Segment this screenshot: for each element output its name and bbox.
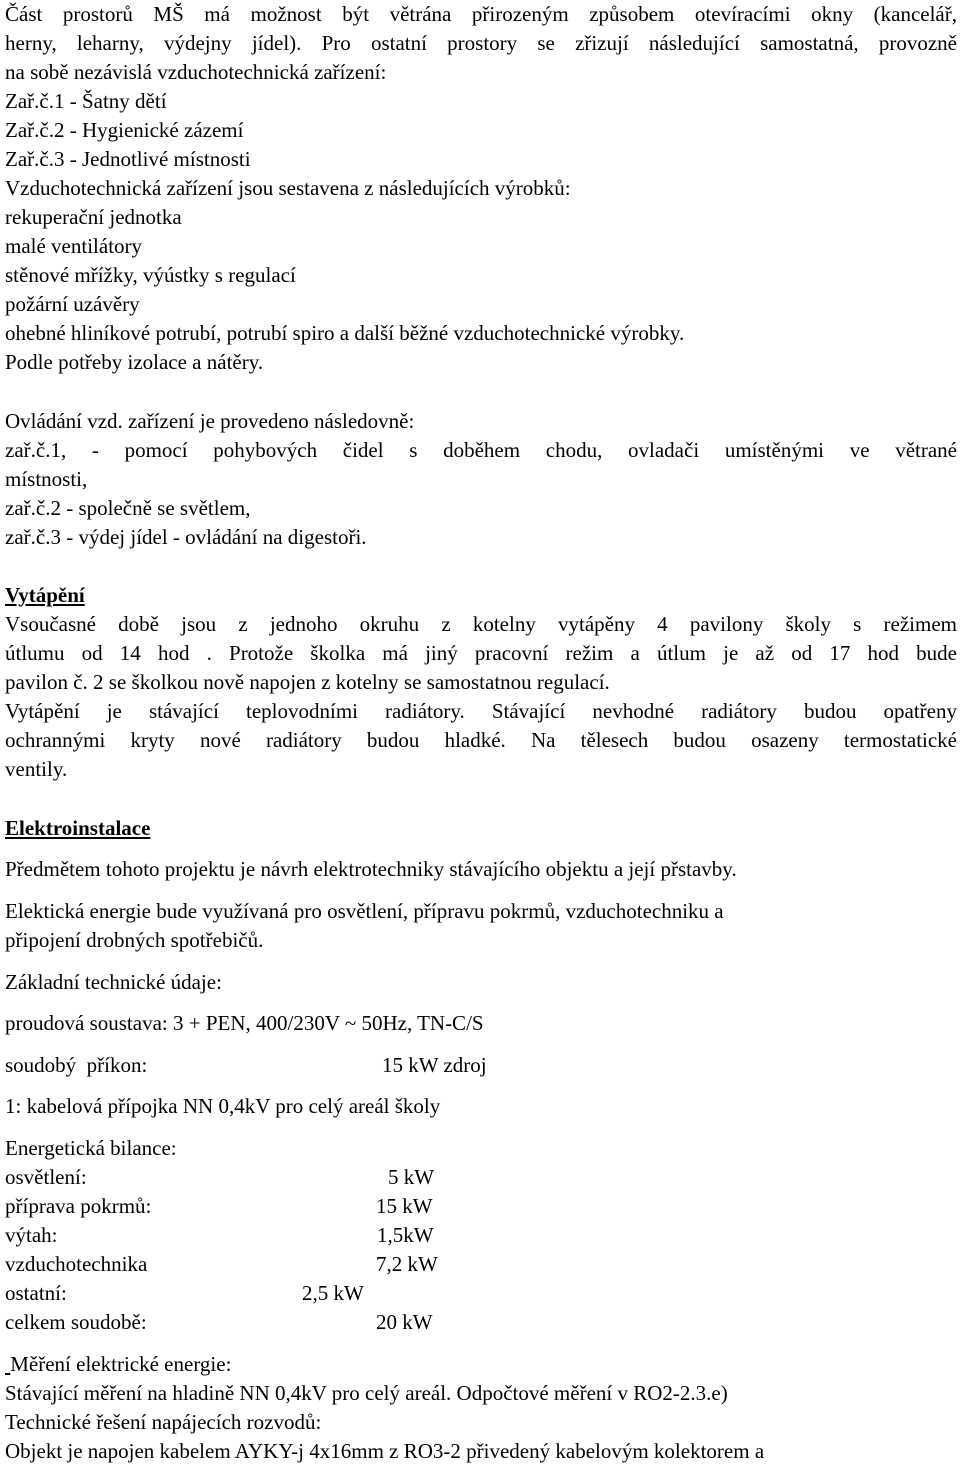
balance-value: 2,5 kW xyxy=(302,1281,364,1305)
balance-row-lift xyxy=(5,1222,957,1248)
tech-data-title: Základní technické údaje: xyxy=(5,970,222,994)
power-value: 15 kW zdroj xyxy=(382,1053,487,1077)
balance-title: Energetická bilance: xyxy=(5,1136,177,1160)
product-item-4: požární uzávěry xyxy=(5,292,140,316)
heating-line-4: Vytápění je stávající teplovodními radiátory. Stávající nevhodné radiátory budou opatřeny xyxy=(5,699,957,723)
balance-row-other xyxy=(5,1280,957,1306)
balance-value: 5 kW xyxy=(388,1165,435,1189)
balance-row-total xyxy=(5,1309,957,1335)
cable-connection: 1: kabelová přípojka NN 0,4kV pro celý areál školy xyxy=(5,1094,441,1118)
control-line-4: zař.č.3 - výdej jídel - ovládání na digestoři. xyxy=(5,525,367,549)
balance-label: ostatní: xyxy=(5,1281,67,1305)
metering-title xyxy=(5,1351,231,1377)
balance-label: osvětlení: xyxy=(5,1165,87,1189)
balance-label: celkem soudobě: xyxy=(5,1310,147,1334)
device-2: Zař.č.2 - Hygienické zázemí xyxy=(5,118,244,142)
device-3: Zař.č.3 - Jednotlivé místnosti xyxy=(5,147,251,171)
ventilation-intro-line-1: Část prostorů MŠ má možnost být větrána přirozeným způsobem otevíracími okny (kancelář, xyxy=(5,2,957,26)
product-item-1: rekuperační jednotka xyxy=(5,205,182,229)
power-label: soudobý příkon: xyxy=(5,1053,148,1077)
balance-value: 20 kW xyxy=(376,1310,433,1334)
balance-label: příprava pokrmů: xyxy=(5,1194,152,1218)
balance-label: vzduchotechnika xyxy=(5,1252,148,1276)
balance-row-hvac xyxy=(5,1251,957,1277)
heating-line-3: pavilon č. 2 se školkou nově napojen z kotelny se samostatnou regulací. xyxy=(5,670,610,694)
product-item-3: stěnové mřížky, výústky s regulací xyxy=(5,263,296,287)
balance-value: 1,5kW xyxy=(377,1223,434,1247)
power-system: proudová soustava: 3 + PEN, 400/230V ~ 50Hz, TN-C/S xyxy=(5,1011,484,1035)
heating-line-5: ochrannými kryty nové radiátory budou hladké. Na tělesech budou osazeny termostatické xyxy=(5,728,957,752)
balance-row-cooking xyxy=(5,1193,957,1219)
product-item-2: malé ventilátory xyxy=(5,234,143,258)
heating-line-6: ventily. xyxy=(5,757,68,781)
products-intro: Vzduchotechnická zařízení jsou sestavena z následujících výrobků: xyxy=(5,176,571,200)
control-line-3: zař.č.2 - společně se světlem, xyxy=(5,496,251,520)
metering-text: Stávající měření na hladině NN 0,4kV pro celý areál. Odpočtové měření v RO2-2.3.e) xyxy=(5,1381,728,1405)
control-title: Ovládání vzd. zařízení je provedeno následovně: xyxy=(5,409,415,433)
energy-line-2: připojení drobných spotřebičů. xyxy=(5,928,264,952)
power-row xyxy=(5,1052,957,1078)
distribution-title: Technické řešení napájecích rozvodů: xyxy=(5,1410,322,1434)
balance-value: 7,2 kW xyxy=(376,1252,438,1276)
heating-line-1: Vsoučasné době jsou z jednoho okruhu z kotelny vytápěny 4 pavilony školy s režimem xyxy=(5,612,957,636)
device-1: Zař.č.1 - Šatny dětí xyxy=(5,89,167,113)
ventilation-intro-line-3: na sobě nezávislá vzduchotechnická zařízení: xyxy=(5,60,387,84)
control-line-2: místnosti, xyxy=(5,467,88,491)
heating-line-2: útlumu od 14 hod . Protože školka má jiný pracovní režim a útlum je až od 17 hod bude xyxy=(5,641,957,665)
insulation-note: Podle potřeby izolace a nátěry. xyxy=(5,350,264,374)
energy-line-1: Elektická energie bude využívaná pro osvětlení, přípravu pokrmů, vzduchotechniku a xyxy=(5,899,724,923)
ventilation-intro-line-2: herny, leharny, výdejny jídel). Pro ostatní prostory se zřizují následující samostatná, provozně xyxy=(5,31,957,55)
distribution-text: Objekt je napojen kabelem AYKY-j 4x16mm z RO3-2 přivedený kabelovým kolektorem a xyxy=(5,1439,765,1463)
electro-heading: Elektroinstalace xyxy=(5,816,151,840)
balance-value: 15 kW xyxy=(376,1194,433,1218)
balance-label: výtah: xyxy=(5,1223,58,1247)
control-line-1: zař.č.1, - pomocí pohybových čidel s doběhem chodu, ovladači umístěnými ve větrané xyxy=(5,438,957,462)
balance-row-lighting xyxy=(5,1164,957,1190)
electro-subject: Předmětem tohoto projektu je návrh elektrotechniky stávajícího objektu a její přstavby. xyxy=(5,857,737,881)
product-item-5: ohebné hliníkové potrubí, potrubí spiro a další běžné vzduchotechnické výrobky. xyxy=(5,321,685,345)
metering-title-text: Měření elektrické energie: xyxy=(10,1352,232,1376)
heating-heading: Vytápění xyxy=(5,583,85,607)
